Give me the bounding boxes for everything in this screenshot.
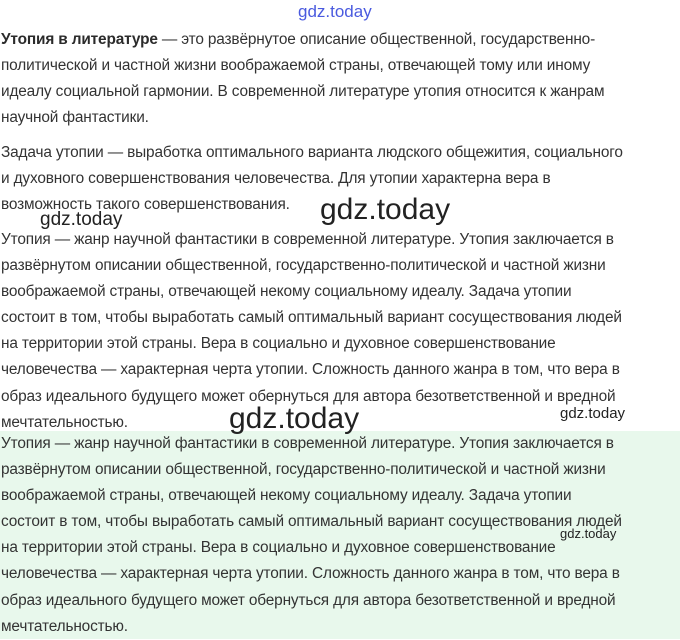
paragraph-definition	[0, 27, 680, 131]
watermark-top: gdz.today	[298, 2, 372, 21]
paragraph-line: развёрнутом описании общественной, государственно-политической и частной жизни	[1, 257, 606, 275]
paragraph-line: Утопия — жанр научной фантастики в современной литературе. Утопия заключается в	[1, 231, 614, 248]
paragraph-line: образ идеального будущего может обернуться для автора безответственной и вредной	[1, 387, 616, 405]
paragraph-line: Задача утопии — выработка оптимального варианта людского общежития, социального	[1, 144, 623, 161]
paragraph-line: на территории этой страны. Вера в социально и духовное совершенствование	[1, 539, 556, 557]
paragraph-line: состоит в том, чтобы выработать самый оптимальный вариант сосуществования людей	[1, 309, 622, 327]
paragraph-line: научной фантастики.	[1, 109, 149, 127]
paragraph-line: мечтательностью.	[1, 617, 128, 635]
watermark-small: gdz.today	[560, 405, 626, 422]
paragraph-line: состоит в том, чтобы выработать самый оптимальный вариант сосуществования людей	[1, 513, 622, 531]
term-heading: Утопия в литературе	[1, 31, 158, 48]
paragraph-line: и духовного совершенствования человечества. Для утопии характерна вера в	[1, 170, 551, 188]
paragraph-line: мечтательностью.	[1, 413, 128, 431]
paragraph-line: Утопия в литературе — это развёрнутое описание общественной, государственно-	[1, 31, 596, 48]
paragraph-line: развёрнутом описании общественной, государственно-политической и частной жизни	[1, 461, 606, 479]
watermark-medium: gdz.today	[40, 209, 123, 230]
watermark-large: gdz.today	[229, 402, 360, 435]
paragraph-line: идеалу социальной гармонии. В современной литературе утопия относится к жанрам	[1, 83, 605, 101]
paragraph-line: политической и частной жизни воображаемой страны, отвечающей тому или иному	[1, 57, 591, 75]
paragraph-line: человечества — характерная черта утопии. Сложность данного жанра в том, что вера в	[1, 361, 620, 379]
paragraph-line: образ идеального будущего может обернуться для автора безответственной и вредной	[1, 591, 616, 609]
watermark-small: gdz.today	[560, 526, 617, 541]
paragraph-line: воображаемой страны, отвечающей некому социальному идеалу. Задача утопии	[1, 487, 572, 505]
paragraph-line: Утопия — жанр научной фантастики в современной литературе. Утопия заключается в	[1, 435, 614, 452]
paragraph-line: возможность такого совершенствования.	[1, 196, 290, 214]
paragraph-line: воображаемой страны, отвечающей некому социальному идеалу. Задача утопии	[1, 283, 572, 301]
paragraph-line: на территории этой страны. Вера в социально и духовное совершенствование	[1, 335, 556, 353]
watermark-large: gdz.today	[320, 193, 451, 226]
paragraph-line: человечества — характерная черта утопии. Сложность данного жанра в том, что вера в	[1, 565, 620, 583]
